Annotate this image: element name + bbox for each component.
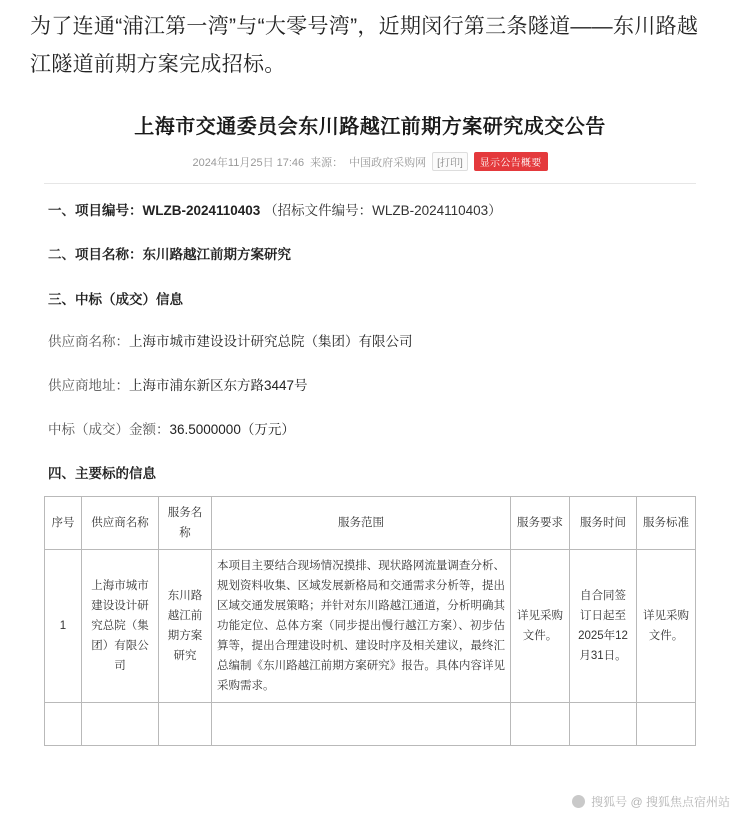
- item-project-name: [44, 244, 696, 266]
- table-row: [45, 550, 696, 703]
- watermark-text: 搜狐号 @ 搜狐焦点宿州站: [591, 795, 730, 809]
- watermark: [572, 793, 730, 810]
- th-service-standard: 服务标准: [637, 497, 696, 550]
- header-divider: [44, 183, 696, 184]
- cell-service-scope: 本项目主要结合现场情况摸排、现状路网流量调查分析、规划资料收集、区域发展新格局和交通需求分析等，提出区域交通发展策略；并针对东川路越江通道，分析明确其功能定位、总体方案（同步提出慢行越江方案）、初步估算等，提出合理建设时机、建设时序及相关建议，最终汇总编制《东川路越江前期方案研究》报告。具体内容详见采购需求。: [212, 550, 511, 703]
- source-label: 来源：: [310, 156, 344, 169]
- th-service-time: 服务时间: [570, 497, 637, 550]
- item-project-number: [44, 200, 696, 222]
- publish-datetime: 2024年11月25日 17:46: [192, 156, 305, 169]
- cell-empty-supplier: [82, 703, 159, 746]
- show-summary-badge[interactable]: 显示公告概要: [474, 152, 548, 171]
- table-row-empty: [45, 703, 696, 746]
- th-seq: 序号: [45, 497, 82, 550]
- field-label-supplier-address: 供应商地址：: [48, 378, 129, 393]
- cell-empty-service-name: [159, 703, 212, 746]
- cell-empty-time: [570, 703, 637, 746]
- item-number-2: 二、: [48, 247, 75, 262]
- sohu-logo-icon: [572, 795, 585, 808]
- item-value-2: 东川路越江前期方案研究: [142, 247, 291, 262]
- field-value-supplier-address: 上海市浦东新区东方路3447号: [129, 378, 308, 393]
- meta-row: [44, 152, 696, 183]
- cell-empty-seq: [45, 703, 82, 746]
- section-winning-info: 三、中标（成交）信息: [48, 292, 183, 307]
- field-label-supplier-name: 供应商名称：: [48, 334, 129, 349]
- th-service-requirement: 服务要求: [511, 497, 570, 550]
- page-title: 上海市交通委员会东川路越江前期方案研究成交公告: [134, 116, 606, 138]
- cell-service-time: 自合同签订日起至2025年12月31日。: [570, 550, 637, 703]
- print-button[interactable]: [打印]: [432, 152, 468, 171]
- table-header-row: [45, 497, 696, 550]
- field-supplier-address: [44, 374, 696, 394]
- cell-seq: 1: [45, 550, 82, 703]
- item-number-1: 一、: [48, 203, 75, 218]
- field-winning-amount: [44, 418, 696, 438]
- cell-service-requirement: 详见采购文件。: [511, 550, 570, 703]
- field-label-winning-amount: 中标（成交）金额：: [48, 422, 170, 437]
- main-target-table: [44, 496, 696, 746]
- cell-service-name: 东川路越江前期方案研究: [159, 550, 212, 703]
- item-note-1: （招标文件编号：WLZB-2024110403）: [264, 203, 502, 218]
- cell-supplier: 上海市城市建设设计研究总院（集团）有限公司: [82, 550, 159, 703]
- th-service-scope: 服务范围: [212, 497, 511, 550]
- item-value-1: WLZB-2024110403: [142, 203, 261, 218]
- section-main-target-info: 四、主要标的信息: [48, 466, 156, 481]
- field-value-supplier-name: 上海市城市建设设计研究总院（集团）有限公司: [129, 334, 413, 349]
- field-value-winning-amount: 36.5000000（万元）: [169, 422, 295, 437]
- item-key-1: 项目编号：: [75, 203, 143, 218]
- cell-empty-standard: [637, 703, 696, 746]
- announcement-card: [44, 106, 696, 746]
- cell-service-standard: 详见采购文件。: [637, 550, 696, 703]
- th-supplier: 供应商名称: [82, 497, 159, 550]
- cell-empty-scope: [212, 703, 511, 746]
- th-service-name: 服务名称: [159, 497, 212, 550]
- cell-empty-requirement: [511, 703, 570, 746]
- field-supplier-name: [44, 330, 696, 350]
- intro-paragraph: 为了连通“浦江第一湾”与“大零号湾”，近期闵行第三条隧道——东川路越江隧道前期方案完成招标。: [30, 15, 699, 76]
- item-key-2: 项目名称：: [75, 247, 143, 262]
- source-name: 中国政府采购网: [349, 156, 427, 169]
